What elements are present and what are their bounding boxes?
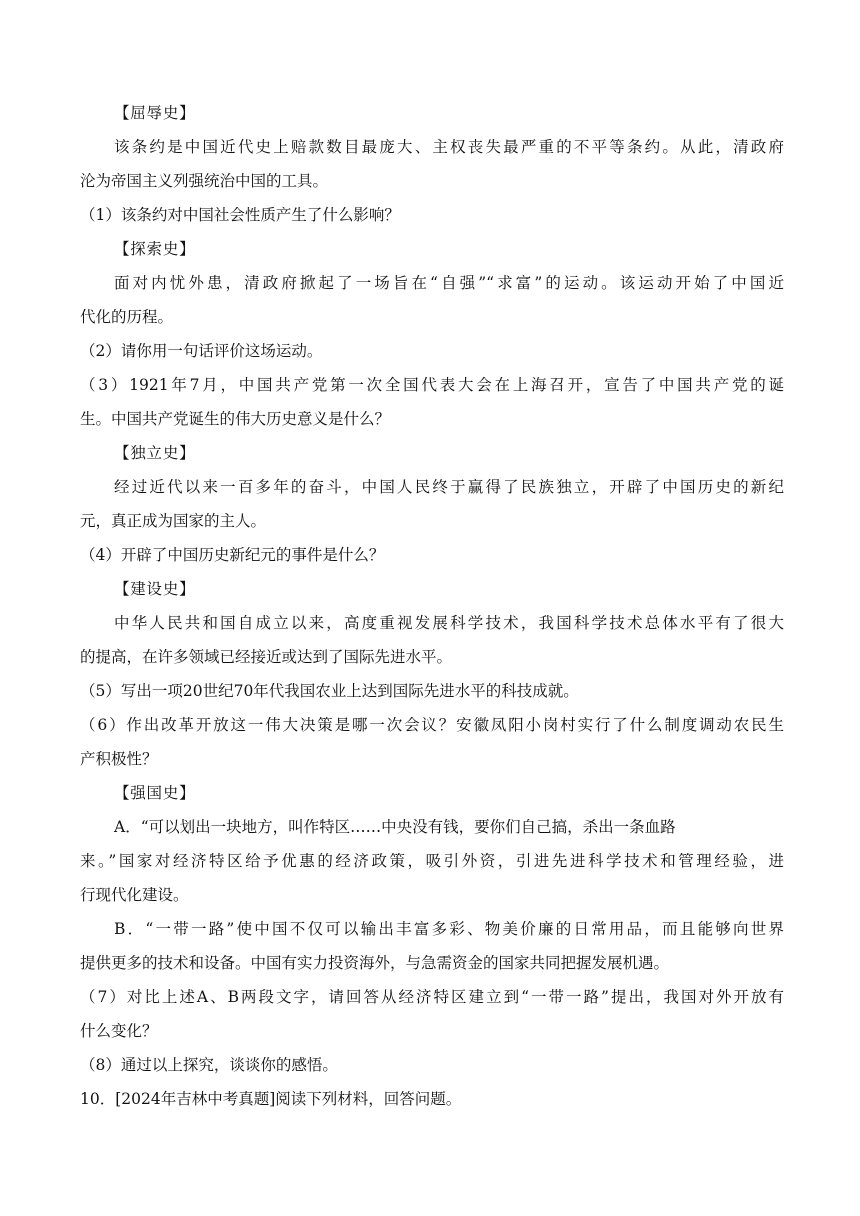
paragraph-line: 经过近代以来一百多年的奋斗，中国人民终于赢得了民族独立，开辟了中国历史的新纪 — [114, 478, 784, 496]
paragraph-a-line: A．“可以划出一块地方，叫作特区……中央没有钱，要你们自己搞，杀出一条血路 — [114, 818, 676, 836]
document-body — [80, 96, 784, 1116]
paragraph-line: 沦为帝国主义列强统治中国的工具。 — [80, 172, 329, 190]
paragraph-line: 中华人民共和国自成立以来，高度重视发展科学技术，我国科学技术总体水平有了很大 — [114, 614, 784, 632]
paragraph-line: 的提高，在许多领域已经接近或达到了国际先进水平。 — [80, 648, 453, 666]
question-6: （6）作出改革开放这一伟大决策是哪一次会议？安徽凤阳小岗村实行了什么制度调动农民生 — [80, 716, 784, 734]
question-3: （3）1921年7月，中国共产党第一次全国代表大会在上海召开，宣告了中国共产党的诞 — [80, 376, 784, 394]
paragraph-b-line: B．“一带一路”使中国不仅可以输出丰富多彩、物美价廉的日常用品，而且能够向世界 — [114, 920, 784, 938]
paragraph-line: 该条约是中国近代史上赔款数目最庞大、主权丧失最严重的不平等条约。从此，清政府 — [114, 138, 784, 156]
paragraph-line: 代化的历程。 — [80, 308, 174, 326]
question-2: （2）请你用一句话评价这场运动。 — [80, 342, 323, 360]
question-7-continued: 什么变化？ — [80, 1022, 158, 1040]
section-heading-independence: 【独立史】 — [114, 444, 196, 462]
question-8: （8）通过以上探究，谈谈你的感悟。 — [80, 1056, 338, 1074]
section-heading-exploration: 【探索史】 — [114, 240, 196, 258]
question-10-stem: 10．[2024年吉林中考真题]阅读下列材料，回答问题。 — [80, 1090, 462, 1108]
paragraph-line: 元，真正成为国家的主人。 — [80, 512, 267, 530]
section-heading-construction: 【建设史】 — [114, 580, 196, 598]
paragraph-line: 面对内忧外患，清政府掀起了一场旨在“自强”“求富”的运动。该运动开始了中国近 — [114, 274, 784, 292]
section-heading-strong-nation: 【强国史】 — [114, 784, 196, 802]
paragraph-a-line: 来。”国家对经济特区给予优惠的经济政策，吸引外资，引进先进科学技术和管理经验，进 — [80, 852, 784, 870]
question-3-continued: 生。中国共产党诞生的伟大历史意义是什么？ — [80, 410, 391, 428]
question-7: （7）对比上述A、B两段文字，请回答从经济特区建立到“一带一路”提出，我国对外开放有 — [80, 988, 784, 1006]
question-4: （4）开辟了中国历史新纪元的事件是什么？ — [80, 546, 385, 564]
paragraph-a-line: 行现代化建设。 — [80, 886, 189, 904]
question-1: （1）该条约对中国社会性质产生了什么影响？ — [80, 206, 400, 224]
question-6-continued: 产积极性？ — [80, 750, 158, 768]
section-heading-humiliation: 【屈辱史】 — [114, 104, 196, 122]
paragraph-b-line: 提供更多的技术和设备。中国有实力投资海外，与急需资金的国家共同把握发展机遇。 — [80, 954, 670, 972]
question-5: （5）写出一项20世纪70年代我国农业上达到国际先进水平的科技成就。 — [80, 682, 579, 700]
